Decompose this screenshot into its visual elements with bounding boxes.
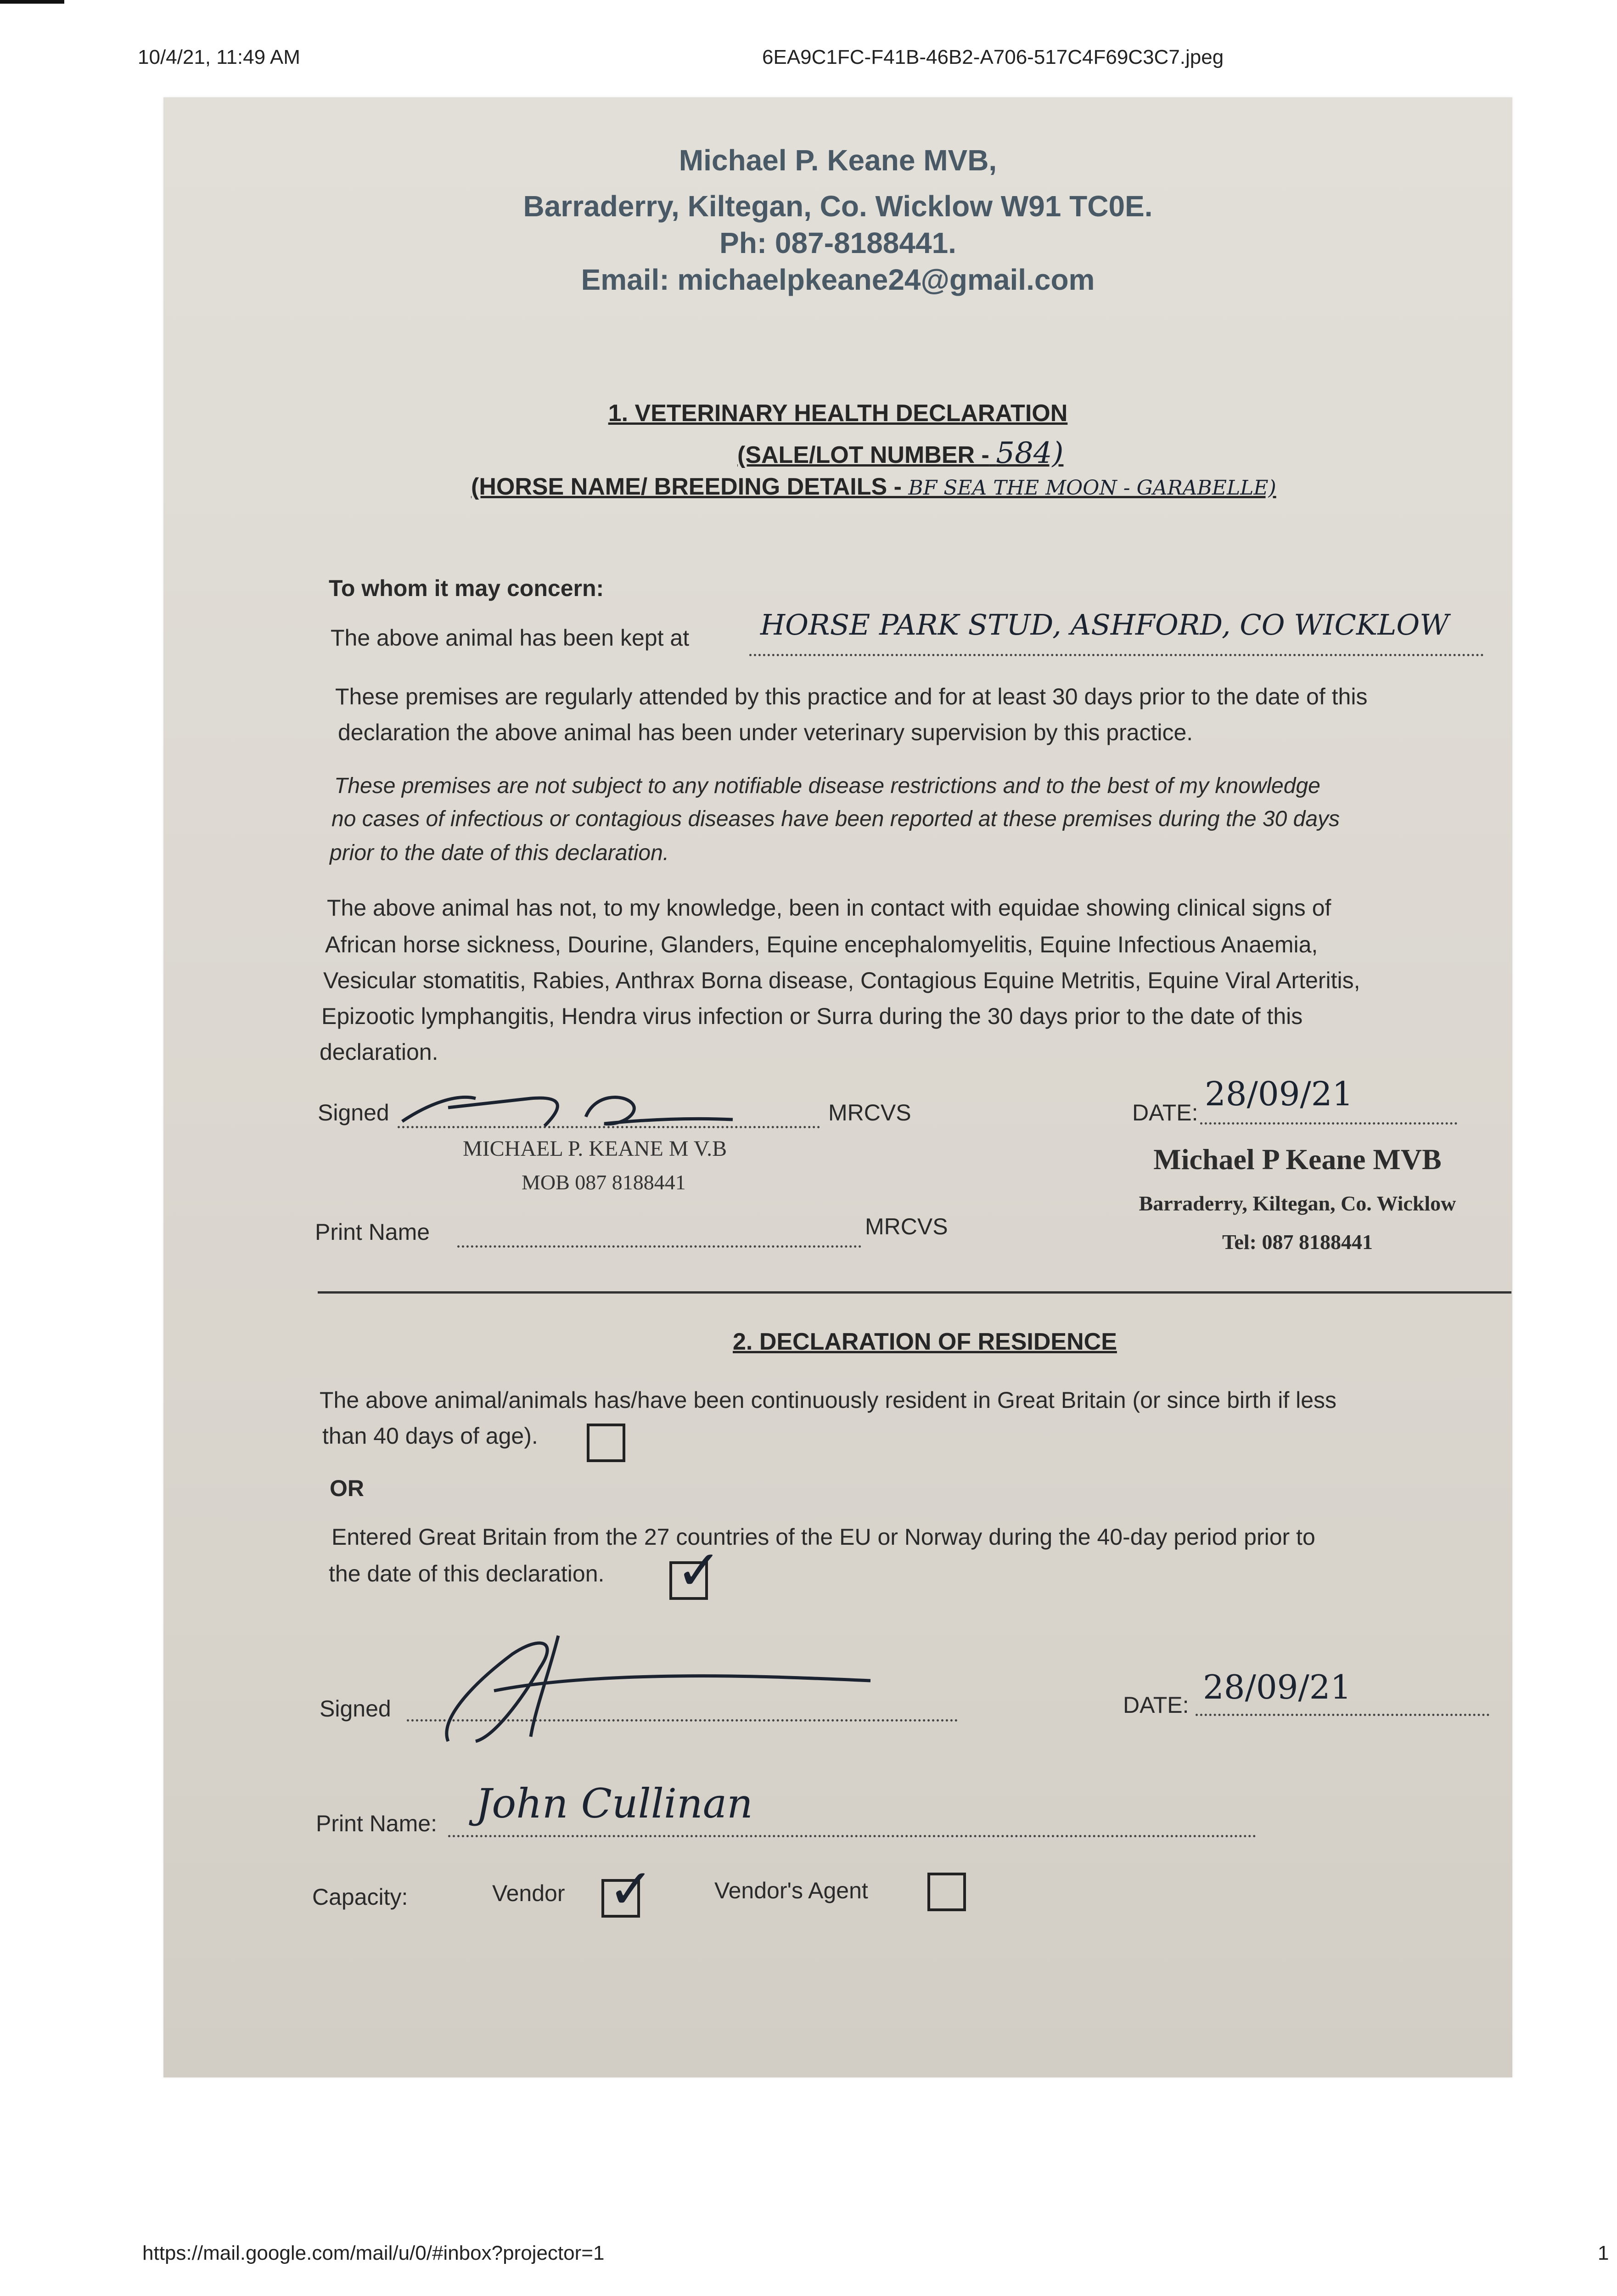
letterhead-address: Barraderry, Kiltegan, Co. Wicklow W91 TC0E.	[523, 190, 1153, 223]
vet-print-name-label: Print Name	[315, 1219, 430, 1245]
entered-checkbox-tick: ✓	[676, 1540, 722, 1601]
vet-typed-mob: MOB 087 8188441	[522, 1171, 686, 1194]
vendor-date-dotted-line	[1196, 1714, 1489, 1716]
vet-date-dotted-line	[1200, 1122, 1457, 1125]
print-filename: 6EA9C1FC-F41B-46B2-A706-517C4F69C3C7.jpeg	[762, 46, 1224, 68]
vet-signature	[393, 1075, 742, 1135]
para3-line4: Epizootic lymphangitis, Hendra virus infection or Surra during the 30 days prior to the date of this	[321, 1003, 1303, 1029]
or-label: OR	[330, 1475, 364, 1501]
scanned-document	[163, 97, 1512, 2077]
vendor-label: Vendor	[492, 1880, 565, 1906]
para3-line5: declaration.	[320, 1039, 438, 1065]
vet-date-value: 28/09/21	[1205, 1075, 1353, 1113]
vendor-print-name-value: John Cullinan	[476, 1780, 753, 1827]
print-timestamp: 10/4/21, 11:49 AM	[138, 46, 300, 68]
resident-checkbox[interactable]	[587, 1424, 625, 1462]
vendor-date-value: 28/09/21	[1203, 1668, 1352, 1706]
vendor-signature	[421, 1626, 880, 1755]
vet-signed-label: Signed	[318, 1100, 389, 1125]
vendor-agent-checkbox[interactable]	[927, 1873, 966, 1911]
capacity-label: Capacity:	[312, 1884, 408, 1910]
practice-stamp-tel: Tel: 087 8188441	[1222, 1230, 1373, 1254]
kept-at-dotted-line	[749, 654, 1484, 656]
vet-mrcvs-label-2: MRCVS	[865, 1214, 948, 1239]
vet-typed-name: MICHAEL P. KEANE M V.B	[463, 1137, 727, 1161]
horse-name-label: (HORSE NAME/ BREEDING DETAILS -	[471, 473, 902, 500]
vendor-date-label: DATE:	[1123, 1692, 1189, 1718]
vendor-checkbox-tick: ✓	[608, 1858, 654, 1920]
para3-line1: The above animal has not, to my knowledge, been in contact with equidae showing clinical signs of	[327, 895, 1331, 921]
para3-line3: Vesicular stomatitis, Rabies, Anthrax Borna disease, Contagious Equine Metritis, Equine Viral Arteritis,	[323, 968, 1360, 993]
para1-line1: These premises are regularly attended by this practice and for at least 30 days prior to the date of this	[335, 684, 1368, 709]
horse-name-value: BF SEA THE MOON - GARABELLE)	[908, 476, 1276, 500]
vendor-signed-label: Signed	[320, 1696, 391, 1722]
letterhead-name: Michael P. Keane MVB,	[679, 144, 997, 177]
practice-stamp-name: Michael P Keane MVB	[1153, 1143, 1442, 1176]
practice-stamp-address: Barraderry, Kiltegan, Co. Wicklow	[1139, 1192, 1456, 1215]
entered-line2: the date of this declaration.	[329, 1561, 605, 1587]
lot-number-value: 584)	[996, 436, 1064, 470]
kept-at-label: The above animal has been kept at	[331, 625, 690, 651]
vet-mrcvs-label-1: MRCVS	[828, 1100, 911, 1125]
resident-line2: than 40 days of age).	[322, 1423, 538, 1449]
para3-line2: African horse sickness, Dourine, Glanders, Equine encephalomyelitis, Equine Infectious Anaemia,	[325, 932, 1318, 957]
vendor-print-name-dotted-line	[448, 1835, 1256, 1837]
lot-number-label: (SALE/LOT NUMBER -	[737, 442, 989, 468]
vendor-print-name-label: Print Name:	[316, 1811, 437, 1836]
letterhead-email: Email: michaelpkeane24@gmail.com	[581, 263, 1095, 296]
vet-print-name-dotted-line	[457, 1245, 861, 1248]
section1-title: 1. VETERINARY HEALTH DECLARATION	[608, 400, 1068, 427]
corner-mark	[0, 0, 64, 4]
para2-line1: These premises are not subject to any notifiable disease restrictions and to the best of my knowledge	[334, 774, 1320, 798]
letterhead-phone: Ph: 087-8188441.	[719, 226, 956, 259]
vet-date-label: DATE:	[1132, 1100, 1198, 1125]
kept-at-value: HORSE PARK STUD, ASHFORD, CO WICKLOW	[760, 608, 1449, 642]
salutation: To whom it may concern:	[329, 575, 604, 601]
entered-line1: Entered Great Britain from the 27 countries of the EU or Norway during the 40-day period prior to	[331, 1524, 1315, 1550]
section2-title: 2. DECLARATION OF RESIDENCE	[733, 1328, 1117, 1355]
horse-name-line	[471, 473, 1276, 501]
para2-line3: prior to the date of this declaration.	[330, 841, 669, 865]
section-divider	[318, 1291, 1511, 1294]
print-page-number: 1	[1598, 2242, 1609, 2264]
resident-line1: The above animal/animals has/have been continuously resident in Great Britain (or since birth if less	[320, 1387, 1337, 1413]
lot-number-line	[737, 436, 1063, 470]
vendor-agent-label: Vendor's Agent	[714, 1878, 868, 1903]
para1-line2: declaration the above animal has been under veterinary supervision by this practice.	[338, 720, 1193, 745]
para2-line2: no cases of infectious or contagious diseases have been reported at these premises during the 30 days	[331, 807, 1340, 831]
print-url: https://mail.google.com/mail/u/0/#inbox?projector=1	[142, 2242, 605, 2264]
